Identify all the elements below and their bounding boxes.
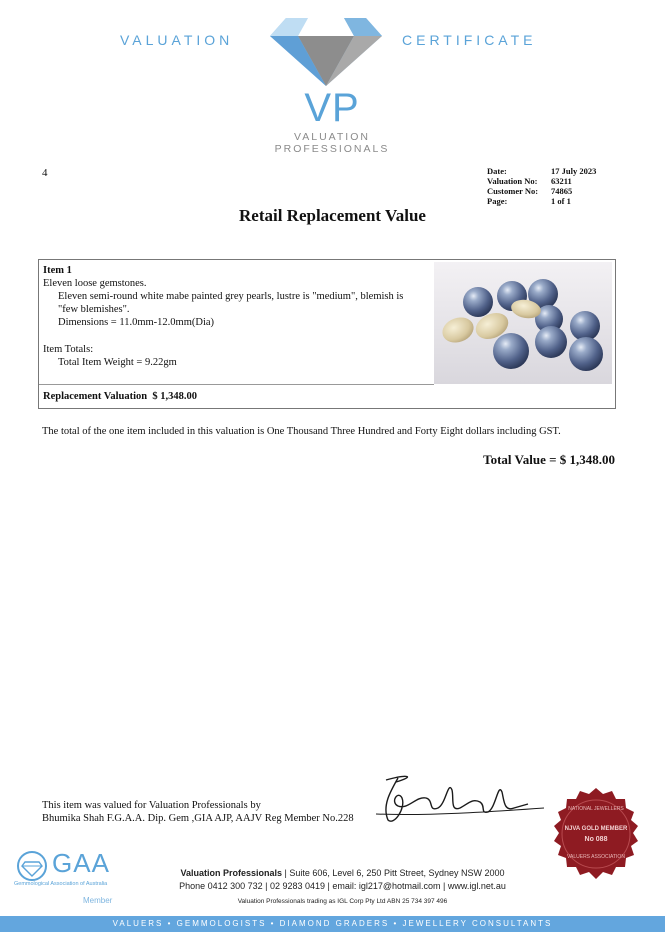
- footer-address-text: | Suite 606, Level 6, 250 Pitt Street, Sydney NSW 2000: [282, 868, 505, 878]
- meta-row: [487, 166, 596, 176]
- item-divider: [39, 384, 434, 385]
- gaa-name: GAA: [52, 848, 110, 878]
- gaa-diamond-icon: [16, 850, 48, 882]
- meta-row: [487, 176, 596, 186]
- meta-value: 74865: [551, 186, 573, 196]
- meta-table: [487, 166, 596, 206]
- signature-line2: Bhumika Shah F.G.A.A. Dip. Gem ,GIA AJP, AAJV Reg Member No.228: [42, 813, 354, 824]
- item-totals-label: Item Totals:: [43, 344, 94, 355]
- footer-contact: Phone 0412 300 732 | 02 9283 0419 | email: igl217@hotmail.com | www.igl.net.au: [179, 881, 506, 891]
- seal-number: No 088: [584, 836, 608, 843]
- logo-subtitle-2: PROFESSIONALS: [274, 143, 390, 155]
- meta-label: Valuation No:: [487, 176, 538, 186]
- item-heading: Item 1: [43, 265, 72, 276]
- meta-value: 63211: [551, 176, 572, 186]
- seal-mid-text: NJVA GOLD MEMBER: [564, 826, 628, 832]
- diamond-logo-icon: [268, 14, 384, 88]
- footer-banner: VALUERS • GEMMOLOGISTS • DIAMOND GRADERS • JEWELLERY CONSULTANTS: [0, 916, 665, 932]
- meta-label: Date:: [487, 166, 507, 176]
- header-left-word: VALUATION: [120, 32, 234, 48]
- meta-value: 1 of 1: [551, 196, 571, 206]
- total-value: Total Value = $ 1,348.00: [483, 452, 615, 467]
- signature-image: [368, 768, 548, 828]
- meta-value: 17 July 2023: [551, 166, 597, 176]
- item-box: [38, 259, 616, 409]
- gaa-member-label: Member: [83, 896, 113, 905]
- seal-top-text: NATIONAL JEWELLERS: [568, 806, 624, 812]
- logo-letters: VP: [304, 86, 360, 130]
- header-right-word: CERTIFICATE: [402, 32, 537, 48]
- page-mark: 4: [42, 167, 48, 179]
- footer-address: [120, 868, 565, 878]
- meta-row: [487, 186, 596, 196]
- valuation-label: Replacement Valuation: [43, 391, 148, 402]
- meta-row: [487, 196, 596, 206]
- item-total-weight: Total Item Weight = 9.22gm: [58, 357, 177, 368]
- meta-label: Customer No:: [487, 186, 539, 196]
- footer-trading: Valuation Professionals trading as IGL Corp Pty Ltd ABN 25 734 397 496: [237, 898, 448, 905]
- seal-bottom-text: VALUERS ASSOCIATION: [567, 854, 625, 860]
- page-title: Retail Replacement Value: [239, 206, 426, 225]
- replacement-valuation: [43, 391, 197, 403]
- signature-line1: This item was valued for Valuation Professionals by: [42, 800, 261, 811]
- valuation-value: $ 1,348.00: [152, 391, 198, 402]
- gaa-subtitle: Gemmological Association of Australia: [14, 881, 108, 887]
- item-line1: Eleven loose gemstones.: [43, 278, 147, 289]
- footer-company: Valuation Professionals: [180, 868, 283, 878]
- item-dimensions: Dimensions = 11.0mm-12.0mm(Dia): [58, 317, 215, 328]
- pearls-photo: [434, 262, 612, 384]
- item-desc-line2: "few blemishes".: [58, 304, 130, 315]
- item-desc-line1: Eleven semi-round white mabe painted grey pearls, lustre is "medium", blemish is: [58, 291, 404, 302]
- meta-label: Page:: [487, 196, 508, 206]
- logo-subtitle-1: VALUATION: [294, 131, 370, 143]
- summary-text: The total of the one item included in this valuation is One Thousand Three Hundred and Forty Eight dollars including GST.: [42, 426, 561, 437]
